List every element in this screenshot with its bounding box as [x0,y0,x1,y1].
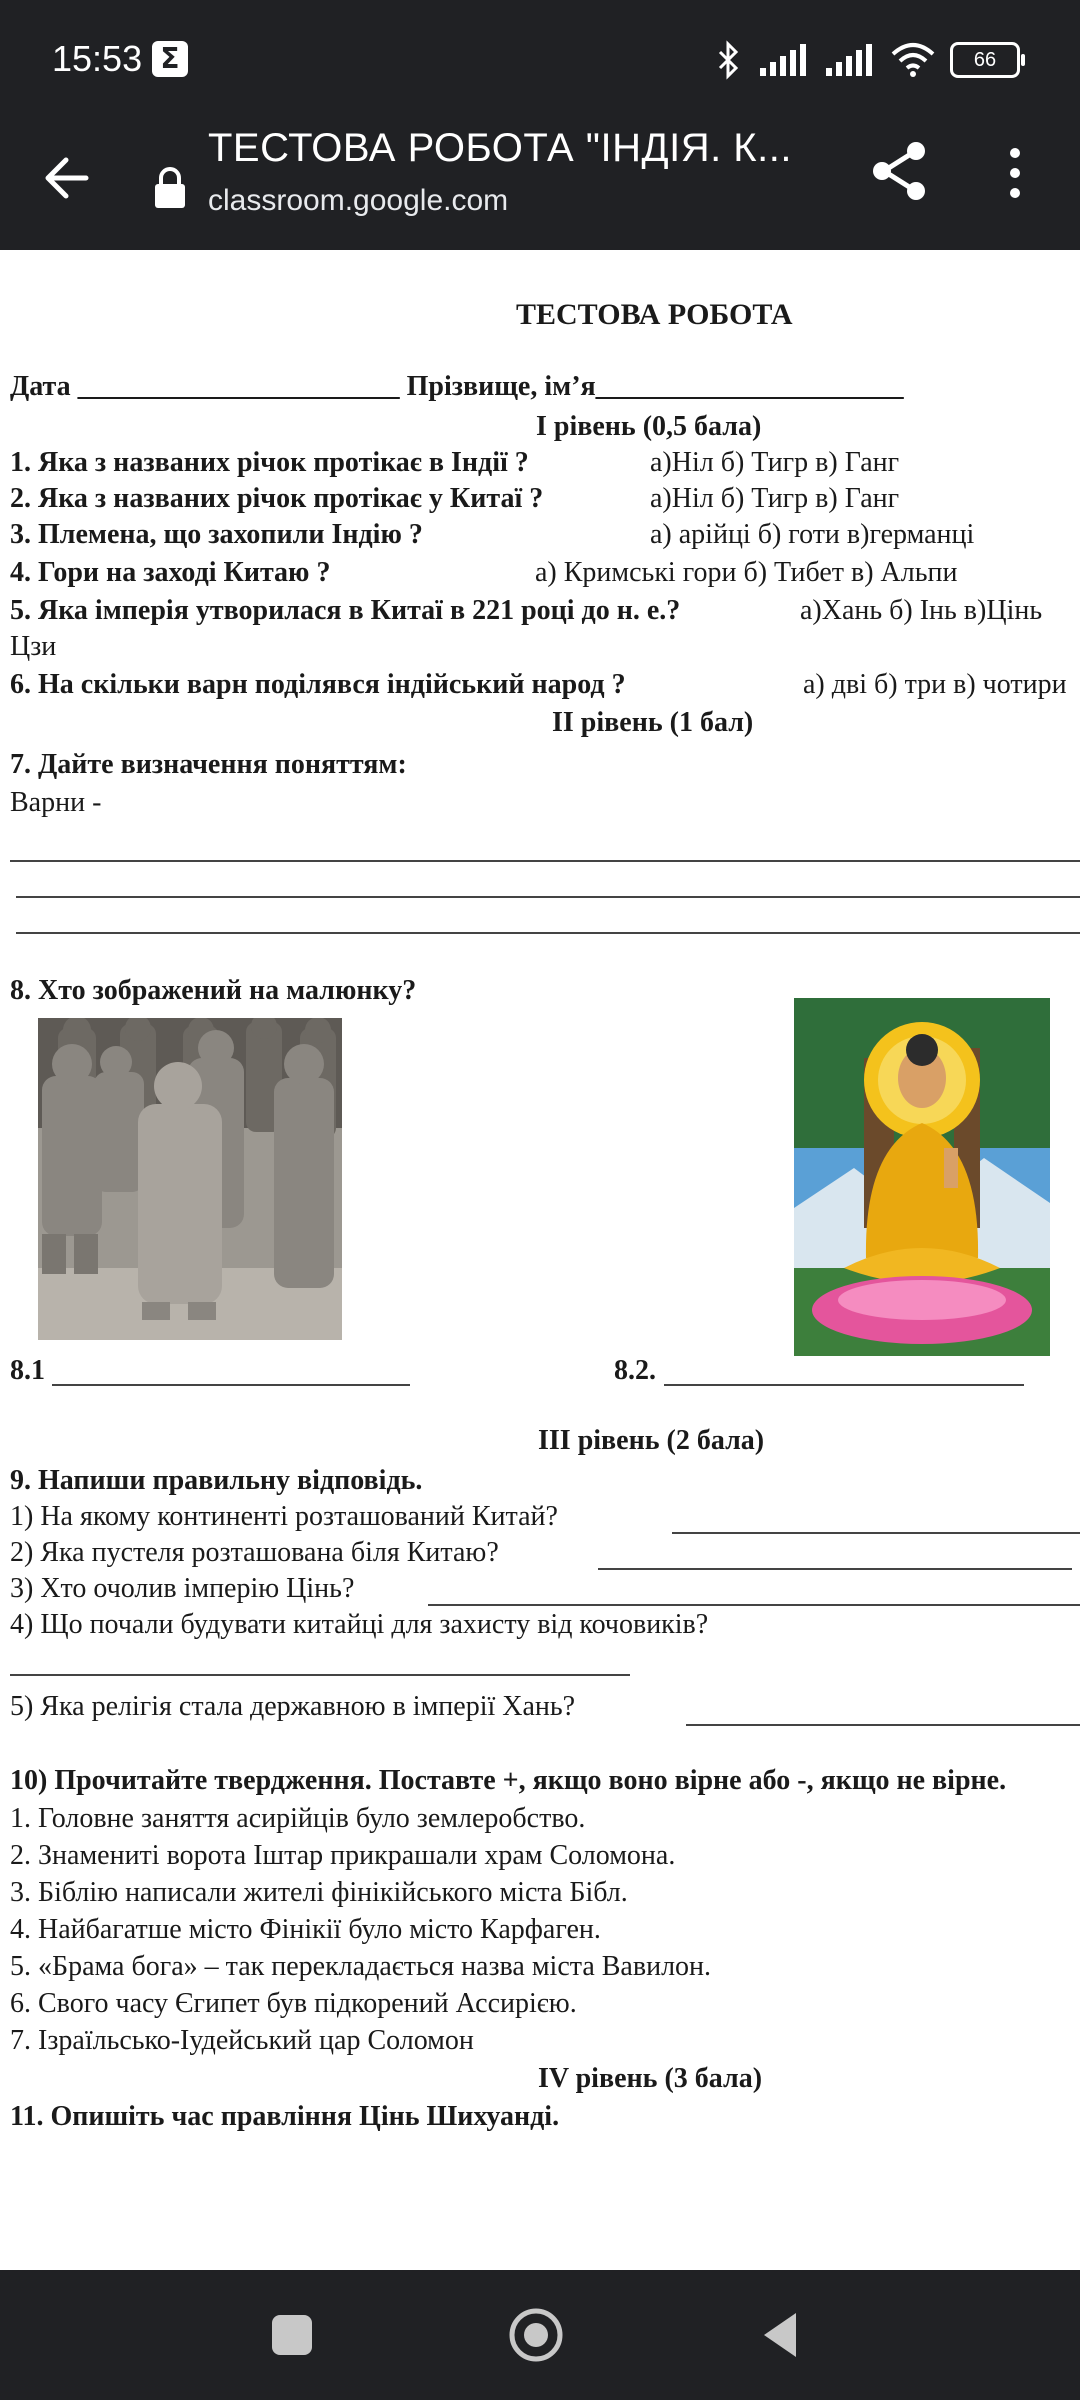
statement-5: 5. «Брама бога» – так перекладається назва міста Вавилон. [10,1951,712,1982]
question-9-1: 1) На якому континенті розташований Китай? [10,1501,558,1532]
question-4: 4. Гори на заході Китаю ? [10,557,331,588]
question-7-term: Варни - [10,787,102,818]
recents-square-icon[interactable] [262,2305,322,2365]
question-1-options: а)Ніл б) Тигр в) Ганг [650,447,900,478]
statement-2: 2. Знамениті ворота Іштар прикрашали храм Соломона. [10,1840,676,1871]
page-url: classroom.google.com [208,184,509,217]
answer-line[interactable] [686,1724,1080,1726]
app-bar [0,122,1080,250]
answer-line [10,860,1080,862]
question-9: 9. Напиши правильну відповідь. [10,1465,423,1496]
document-page[interactable] [0,250,1080,2270]
question-2: 2. Яка з названих річок протікає у Китаї ? [10,483,544,514]
level-4-heading: ІV рівень (3 бала) [538,2063,763,2094]
back-triangle-icon[interactable] [750,2305,810,2365]
question-11: 11. Опишіть час правління Цінь Шихуанді. [10,2101,560,2132]
answer-line [16,896,1080,898]
status-bar [0,0,1080,122]
sigma-icon: Σ [152,41,188,77]
answer-line[interactable] [664,1384,1024,1386]
buddha-image [794,998,1050,1356]
answer-8-2-label: 8.2. [614,1355,656,1386]
question-3-options: а) арійці б) готи в)германці [650,519,975,550]
battery-indicator: 66 [950,42,1020,78]
statement-4: 4. Найбагатше місто Фінікії було місто Карфаген. [10,1914,601,1945]
lock-icon [152,166,188,210]
question-5-continued: Цзи [10,631,57,662]
statement-6: 6. Свого часу Єгипет був підкорений Ассирією. [10,1988,577,2019]
home-circle-icon[interactable] [506,2305,566,2365]
answer-line[interactable] [428,1604,1080,1606]
status-time: 15:53 [52,38,143,79]
back-arrow-icon[interactable] [36,146,100,210]
statement-1: 1. Головне заняття асирійців було землеробство. [10,1803,586,1834]
answer-line [16,932,1080,934]
bluetooth-icon [714,40,744,80]
answer-line[interactable] [10,1674,630,1676]
question-8: 8. Хто зображений на малюнку? [10,975,417,1006]
level-1-heading: І рівень (0,5 бала) [536,411,762,442]
navigation-bar [0,2270,1080,2400]
question-2-options: а)Ніл б) Тигр в) Ганг [650,483,900,514]
wifi-icon [890,42,936,78]
more-options-icon[interactable] [990,138,1040,208]
statement-3: 3. Біблію написали жителі фінікійського міста Бібл. [10,1877,628,1908]
status-icons [714,38,1020,82]
question-5-options: а)Хань б) Інь в)Цінь [800,595,1043,626]
answer-line[interactable] [52,1384,410,1386]
question-9-5: 5) Яка релігія стала державною в імперії Хань? [10,1691,576,1722]
level-3-heading: ІІІ рівень (2 бала) [538,1425,765,1456]
statement-7: 7. Ізраїльсько-Іудейський цар Соломон [10,2025,474,2056]
question-9-2: 2) Яка пустеля розташована біля Китаю? [10,1537,499,1568]
question-3: 3. Племена, що захопили Індію ? [10,519,423,550]
question-9-3: 3) Хто очолив імперію Цінь? [10,1573,355,1604]
answer-line[interactable] [598,1568,1072,1570]
share-icon[interactable] [864,136,934,206]
question-10: 10) Прочитайте твердження. Поставте +, якщо воно вірне або -, якщо не вірне. [10,1765,1007,1796]
question-9-4: 4) Що почали будувати китайці для захисту від кочовиків? [10,1609,709,1640]
question-6: 6. На скільки варн поділявся індійський народ ? [10,669,626,700]
date-name-line: Дата _______________________ Прізвище, ім’я______________________ [10,371,904,402]
answer-8-1-label: 8.1 [10,1355,45,1386]
page-title: ТЕСТОВА РОБОТА "ІНДІЯ. К... [208,126,792,170]
terracotta-warriors-image [38,1018,342,1340]
level-2-heading: ІІ рівень (1 бал) [552,707,754,738]
doc-heading: ТЕСТОВА РОБОТА [516,298,793,331]
question-6-options: а) дві б) три в) чотири [803,669,1067,700]
question-4-options: а) Кримські гори б) Тибет в) Альпи [535,557,958,588]
question-7: 7. Дайте визначення поняттям: [10,749,407,780]
answer-line[interactable] [672,1532,1080,1534]
signal-icon [758,42,810,78]
question-5: 5. Яка імперія утворилася в Китаї в 221 році до н. е.? [10,595,681,626]
signal-icon-2 [824,42,876,78]
question-1: 1. Яка з названих річок протікає в Індії ? [10,447,529,478]
